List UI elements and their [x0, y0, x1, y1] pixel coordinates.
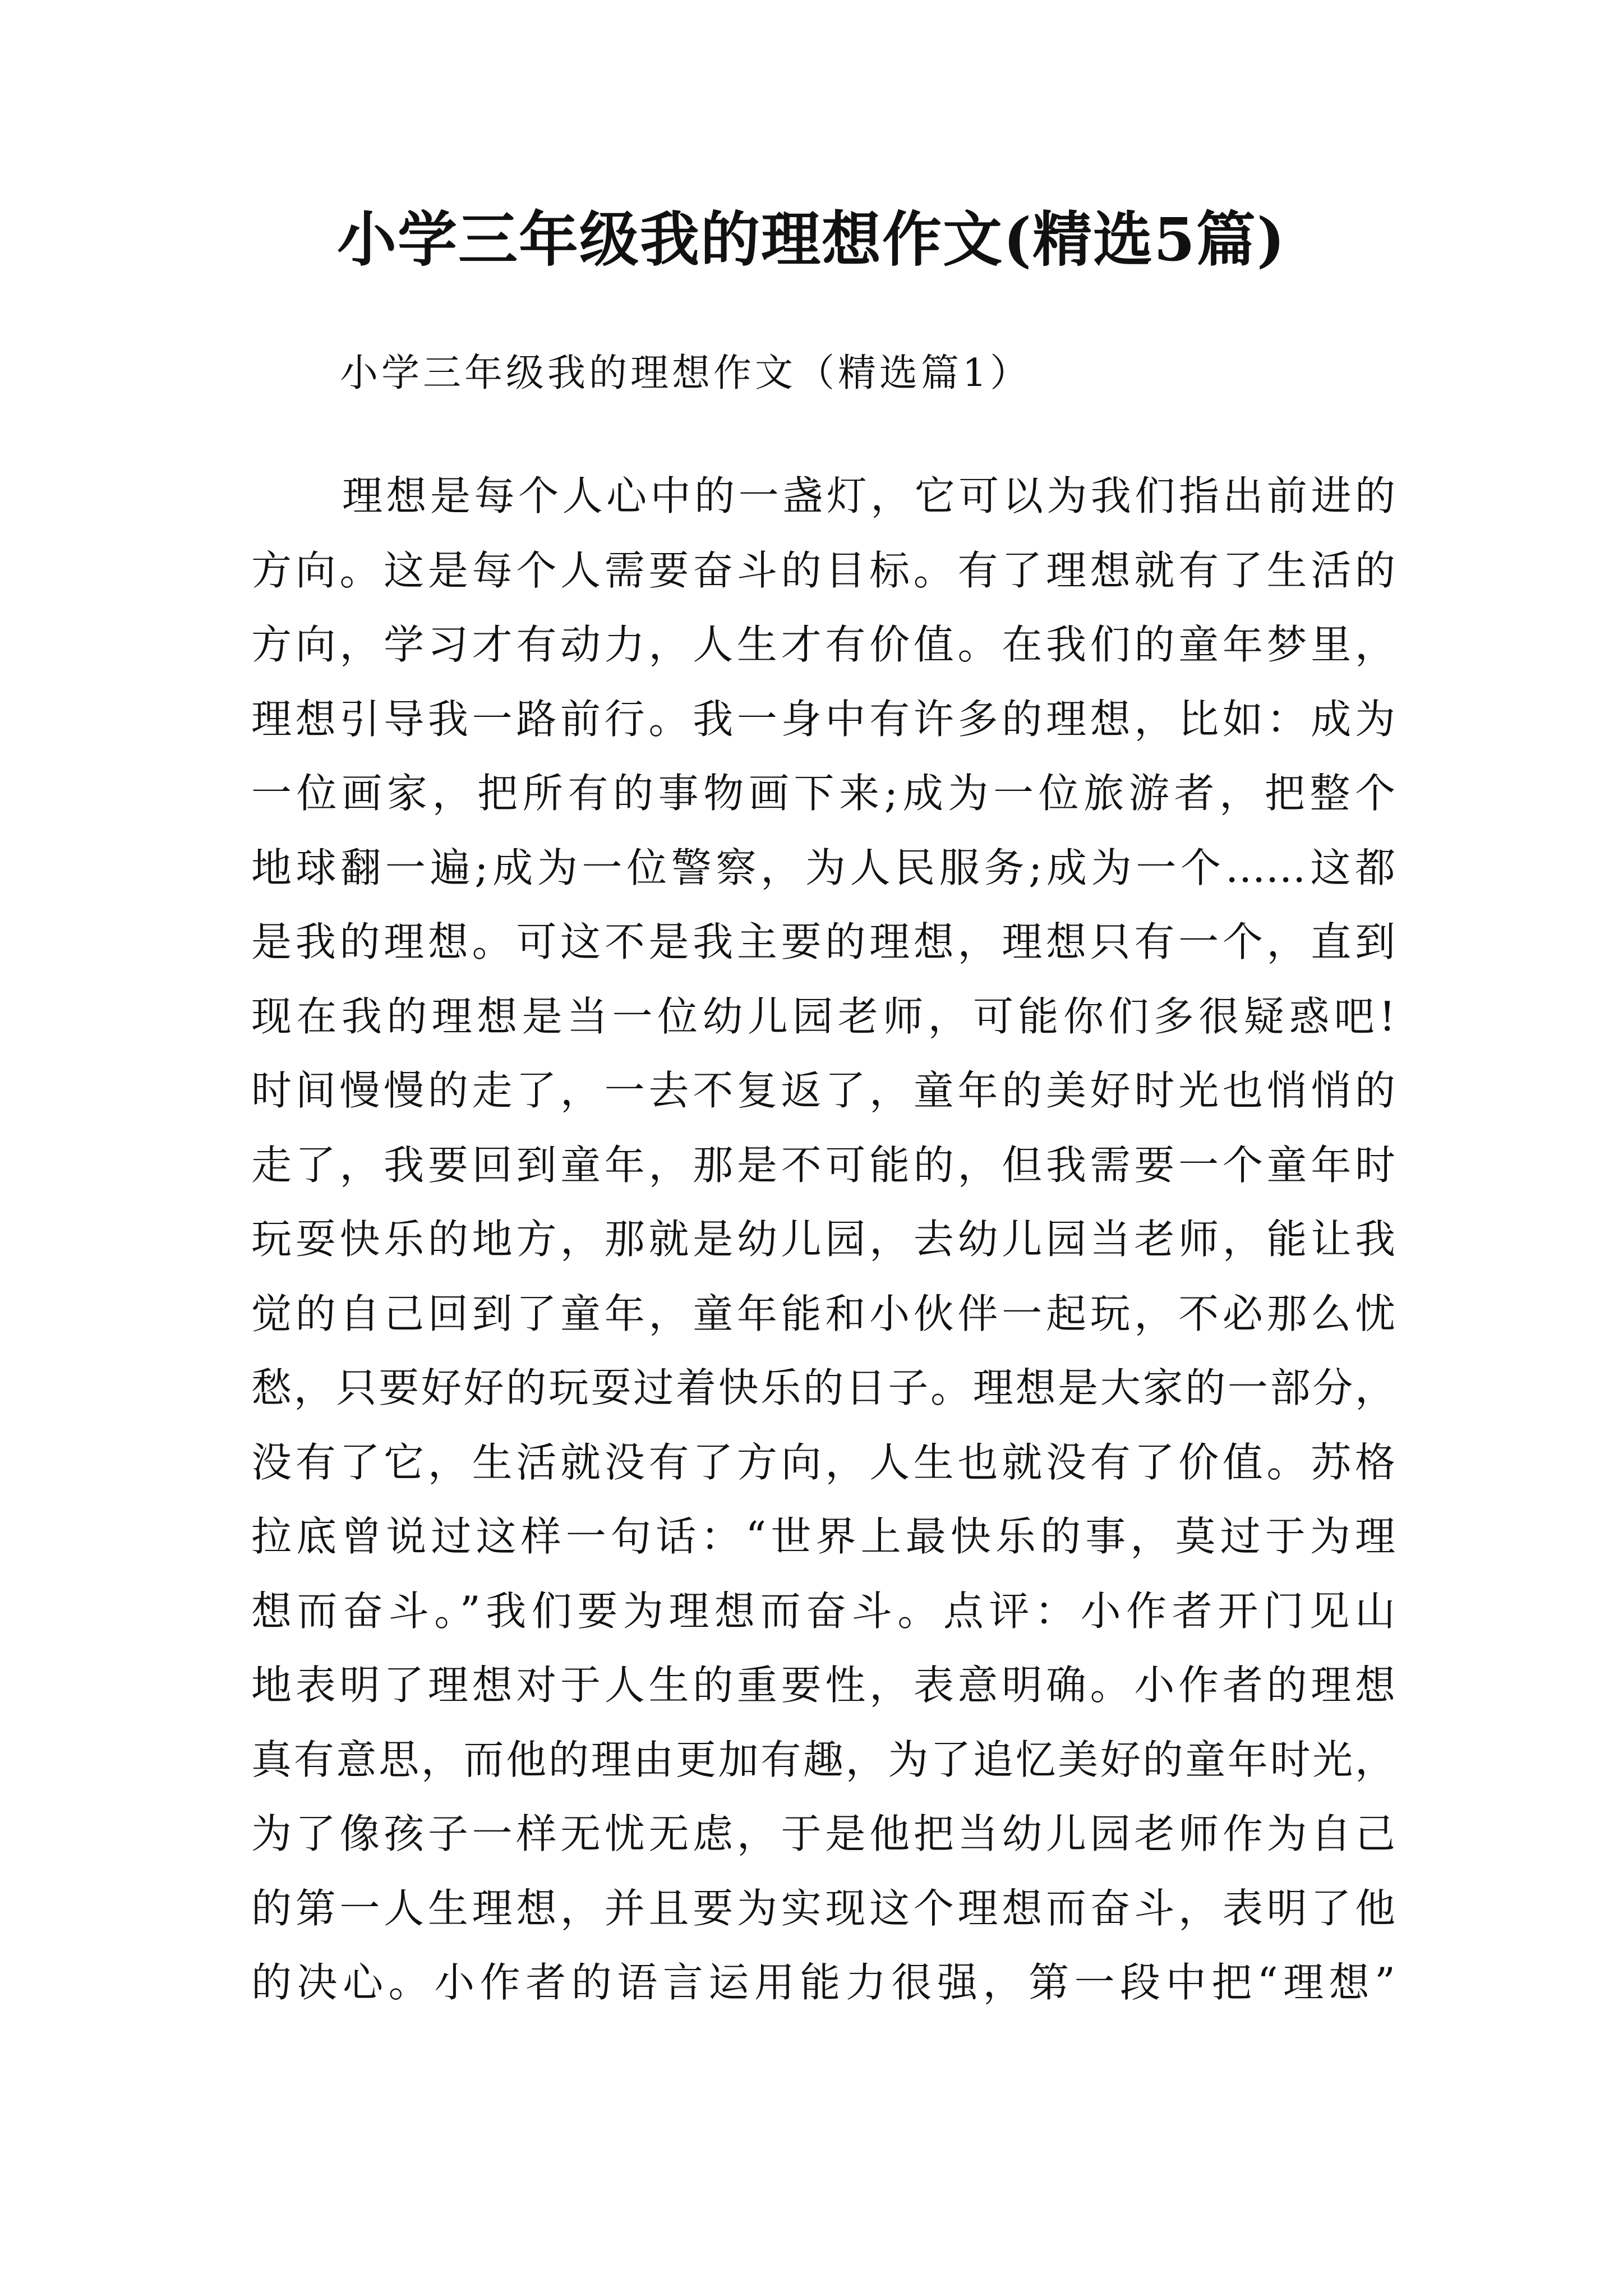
body-line: 愁，只要好好的玩耍过着快乐的日子。理想是大家的一部分， — [251, 1364, 1395, 1411]
body-line: 走了，我要回到童年，那是不可能的，但我需要一个童年时 — [251, 1141, 1395, 1189]
body-line: 玩耍快乐的地方，那就是幼儿园，去幼儿园当老师，能让我 — [251, 1216, 1395, 1263]
document-title: 小学三年级我的理想作文(精选5篇) — [336, 204, 1287, 274]
section-heading: 小学三年级我的理想作文（精选篇1） — [340, 351, 1032, 395]
body-line: 地表明了理想对于人生的重要性，表意明确。小作者的理想 — [251, 1662, 1395, 1709]
body-line: 方向，学习才有动力，人生才有价值。在我们的童年梦里， — [251, 621, 1395, 668]
body-line: 现在我的理想是当一位幼儿园老师，可能你们多很疑惑吧! — [251, 992, 1395, 1040]
body-line: 为了像孩子一样无忧无虑，于是他把当幼儿园老师作为自己 — [251, 1810, 1395, 1857]
body-paragraph — [251, 459, 1395, 2020]
body-line: 是我的理想。可这不是我主要的理想，理想只有一个，直到 — [251, 918, 1395, 965]
body-line: 觉的自己回到了童年，童年能和小伙伴一起玩，不必那么忧 — [251, 1290, 1395, 1337]
body-line: 拉底曾说过这样一句话：“世界上最快乐的事，莫过于为理 — [251, 1513, 1395, 1560]
body-line: 方向。这是每个人需要奋斗的目标。有了理想就有了生活的 — [251, 546, 1395, 594]
body-line: 时间慢慢的走了，一去不复返了，童年的美好时光也悄悄的 — [251, 1067, 1395, 1114]
body-line: 想而奋斗。”我们要为理想而奋斗。点评：小作者开门见山 — [251, 1587, 1395, 1635]
body-line: 真有意思，而他的理由更加有趣，为了追忆美好的童年时光， — [251, 1736, 1395, 1783]
body-line: 一位画家，把所有的事物画下来;成为一位旅游者，把整个 — [251, 770, 1395, 817]
body-line: 的第一人生理想，并且要为实现这个理想而奋斗，表明了他 — [251, 1884, 1395, 1932]
body-line: 的决心。小作者的语言运用能力很强，第一段中把“理想” — [251, 1959, 1395, 2006]
body-line: 没有了它，生活就没有了方向，人生也就没有了价值。苏格 — [251, 1438, 1395, 1486]
body-line: 地球翻一遍;成为一位警察，为人民服务;成为一个……这都 — [251, 844, 1395, 891]
body-line: 理想是每个人心中的一盏灯，它可以为我们指出前进的 — [342, 472, 1395, 519]
body-line: 理想引导我一路前行。我一身中有许多的理想，比如：成为 — [251, 695, 1395, 743]
